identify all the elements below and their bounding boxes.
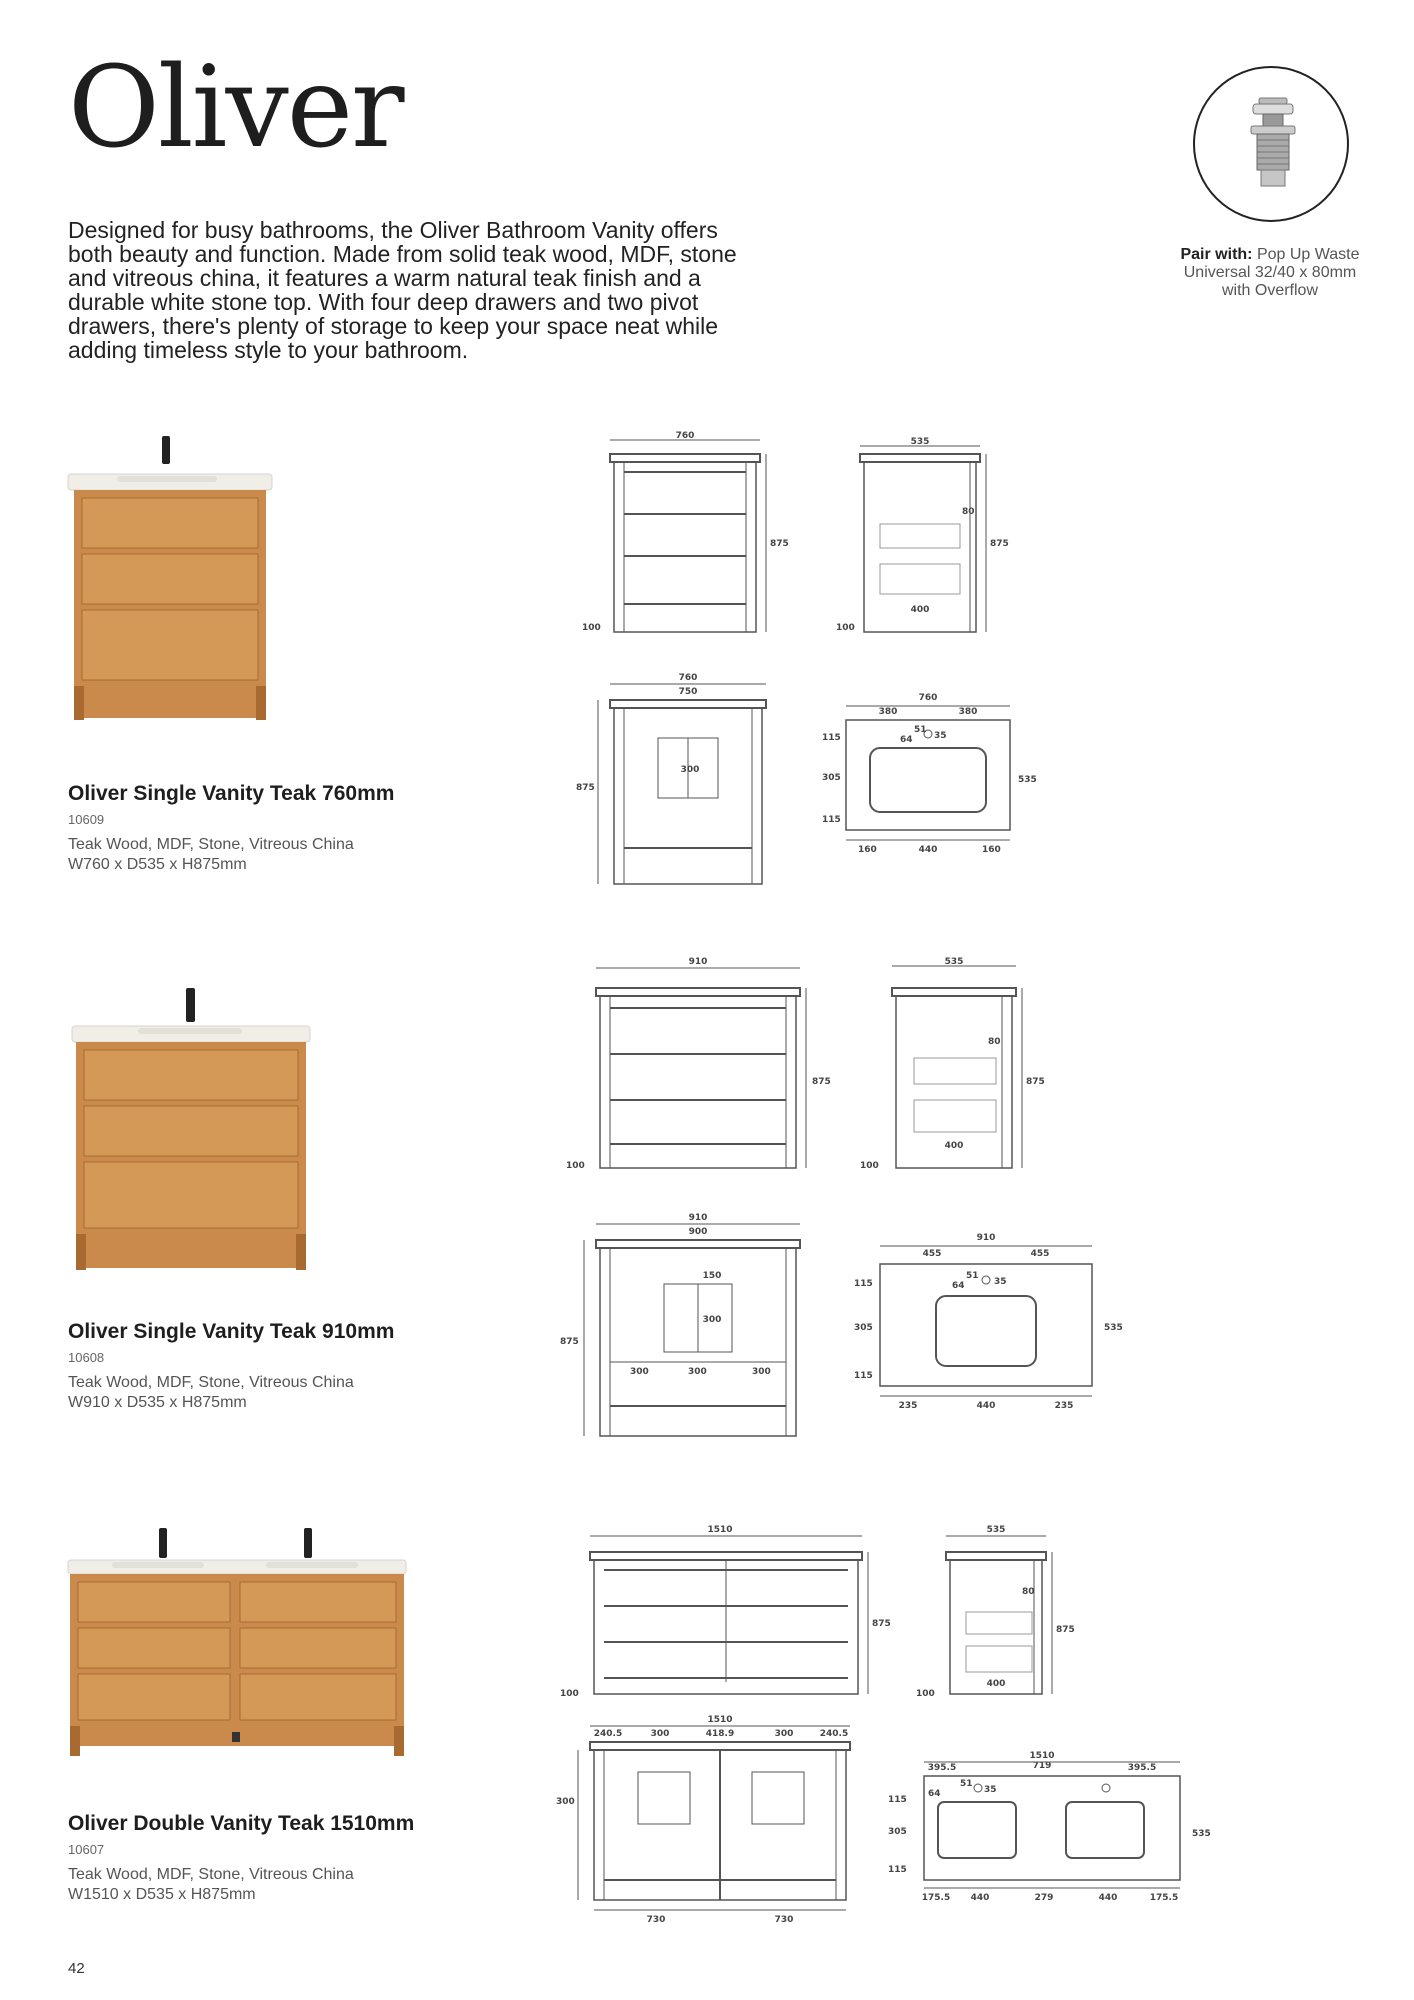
side-view-910 [856,954,1056,1184]
dim-front-width-1510: 1510 [707,1525,733,1535]
dim-top-side-l-910: 235 [898,1401,918,1411]
top-view-760 [822,690,1042,862]
dim-side-depth-760: 535 [910,437,930,447]
product-code-910: 10608 [68,1350,105,1365]
dim-side-depth-910: 535 [944,957,964,967]
product-materials-760: Teak Wood, MDF, Stone, Vitreous China [68,836,354,853]
top-view-1510 [880,1748,1220,1912]
dim-top-tap-c-910: 35 [994,1277,1007,1287]
dim-back-seg1-1510: 240.5 [593,1729,623,1739]
product-code-1510: 10607 [68,1842,105,1857]
side-view-760 [830,436,1010,648]
dim-side-height-910: 875 [1026,1077,1045,1087]
dim-top-edge-bottom-910: 115 [854,1371,873,1381]
dim-back-outer-910: 910 [688,1213,708,1223]
dim-back-height-760: 875 [576,783,595,793]
dim-top-basin-w-760: 440 [918,845,938,855]
front-view-760 [570,428,790,648]
dim-top-width-910: 910 [976,1233,996,1243]
dim-back-outer-1510: 1510 [707,1715,733,1725]
pair-with-label: Pair with: [1180,246,1253,263]
dim-side-depth-1510: 535 [986,1525,1006,1535]
dim-side-inset-910: 80 [988,1037,1001,1047]
dim-top-edge-top-760: 115 [822,733,841,743]
product-code-760: 10609 [68,812,105,827]
pair-with-note [1150,246,1390,300]
dim-top-basin-h-1510: 305 [888,1827,907,1837]
dim-top-side-r-910: 235 [1054,1401,1074,1411]
front-view-1510 [556,1522,896,1706]
dim-top-tap-b-910: 64 [952,1281,965,1291]
dim-side-leg-910: 100 [860,1161,879,1171]
dim-back-inner-760: 750 [678,687,698,697]
dim-front-height-910: 875 [812,1077,831,1087]
dim-top-half-l-760: 380 [878,707,898,717]
dim-front-height-760: 875 [770,539,789,549]
dim-side-leg-1510: 100 [916,1689,935,1699]
dim-back-split-r-910: 300 [752,1367,771,1377]
dim-side-height-760: 875 [990,539,1009,549]
vanity-760-photo [62,430,282,730]
dim-top-half-l-910: 455 [922,1249,942,1259]
dim-top-side-r-760: 160 [982,845,1001,855]
dim-top-tap-b-1510: 64 [928,1789,941,1799]
dim-top-depth-910: 535 [1104,1323,1123,1333]
back-view-1510 [556,1712,866,1926]
dim-top-s5-1510: 175.5 [1149,1893,1179,1903]
dim-top-depth-1510: 535 [1192,1829,1211,1839]
dim-back-outer-760: 760 [678,673,698,683]
dim-top-half-r-910: 455 [1030,1249,1050,1259]
dim-top-half-l-1510: 395.5 [927,1763,957,1773]
product-dimensions-760: W760 x D535 x H875mm [68,856,247,873]
dim-back-panel-top-910: 150 [702,1271,722,1281]
product-dimensions-1510: W1510 x D535 x H875mm [68,1886,256,1903]
dim-back-seg4-1510: 300 [774,1729,794,1739]
page-number: 42 [68,1960,85,1977]
dim-back-height-910: 875 [560,1337,579,1347]
dim-top-basin-h-910: 305 [854,1323,873,1333]
dim-front-leg-760: 100 [582,623,601,633]
dim-top-s2-1510: 440 [970,1893,990,1903]
dim-top-tap-c-1510: 35 [984,1785,997,1795]
dim-top-tap-a-910: 51 [966,1271,979,1281]
front-view-910 [560,954,831,1184]
side-view-1510 [916,1522,1086,1706]
dim-side-drawer-910: 400 [944,1141,964,1151]
dim-back-split-l-910: 300 [630,1367,649,1377]
product-materials-910: Teak Wood, MDF, Stone, Vitreous China [68,1374,354,1391]
dim-back-seg5-1510: 240.5 [819,1729,849,1739]
dim-top-edge-top-910: 115 [854,1279,873,1289]
dim-top-width-1510: 1510 [1029,1751,1055,1761]
pair-with-line1: Pop Up Waste [1256,246,1360,263]
dim-top-s3-1510: 279 [1034,1893,1054,1903]
dim-top-width-760: 760 [918,693,938,703]
intro-paragraph: Designed for busy bathrooms, the Oliver Bathroom Vanity offers both beauty and function. Made from solid teak wood, MDF, stone and vitreous china, it features a warm natural teak finish and a durable white stone top. With four deep drawers and two pivot drawers, there's plenty of storage to keep your space neat while adding timeless style to your bathroom. [68,217,737,363]
dim-back-inner-910: 900 [688,1227,708,1237]
dim-top-s4-1510: 440 [1098,1893,1118,1903]
dim-back-panel-910: 300 [702,1315,722,1325]
dim-top-depth-760: 535 [1018,775,1037,785]
dim-back-panel-760: 300 [680,765,700,775]
back-view-760 [570,670,790,892]
dim-top-basin-w-910: 440 [976,1401,996,1411]
dim-front-leg-910: 100 [566,1161,585,1171]
dim-front-leg-1510: 100 [560,1689,579,1699]
dim-top-tap-a-760: 51 [914,725,927,735]
back-view-910 [556,1210,816,1450]
pop-up-waste-image [1193,66,1349,222]
product-name-1510: Oliver Double Vanity Teak 1510mm [68,1812,415,1835]
pop-up-waste-icon [1195,68,1351,224]
pair-with-line2: Universal 32/40 x 80mm [1183,264,1357,281]
dim-side-inset-760: 80 [962,507,975,517]
product-materials-1510: Teak Wood, MDF, Stone, Vitreous China [68,1866,354,1883]
dim-back-half-l-1510: 730 [646,1915,666,1925]
dim-back-half-r-1510: 730 [774,1915,794,1925]
dim-back-seg3-1510: 418.9 [705,1729,735,1739]
dim-top-edge-bottom-1510: 115 [888,1865,907,1875]
dim-top-centre-1510: 719 [1032,1761,1052,1771]
page-title: Oliver [68,43,403,173]
dim-top-tap-c-760: 35 [934,731,947,741]
dim-side-drawer-1510: 400 [986,1679,1006,1689]
dim-top-side-l-760: 160 [858,845,877,855]
dim-back-seg2-1510: 300 [650,1729,670,1739]
dim-top-basin-h-760: 305 [822,773,841,783]
dim-top-s1-1510: 175.5 [921,1893,951,1903]
dim-side-leg-760: 100 [836,623,855,633]
dim-side-drawer-760: 400 [910,605,930,615]
vanity-1510-photo [64,1522,414,1762]
product-name-760: Oliver Single Vanity Teak 760mm [68,782,395,805]
product-name-910: Oliver Single Vanity Teak 910mm [68,1320,395,1343]
dim-side-height-1510: 875 [1056,1625,1075,1635]
pair-with-line3: with Overflow [1221,282,1319,299]
dim-front-width-910: 910 [688,957,708,967]
dim-front-width-760: 760 [675,431,695,441]
dim-side-inset-1510: 80 [1022,1587,1035,1597]
dim-top-tap-b-760: 64 [900,735,913,745]
vanity-910-photo [66,982,316,1282]
dim-top-edge-top-1510: 115 [888,1795,907,1805]
dim-top-tap-a-1510: 51 [960,1779,973,1789]
dim-top-edge-bottom-760: 115 [822,815,841,825]
dim-back-height-1510: 300 [556,1797,575,1807]
dim-back-split-m-910: 300 [688,1367,707,1377]
dim-front-height-1510: 875 [872,1619,891,1629]
dim-top-half-r-760: 380 [958,707,978,717]
top-view-910 [850,1230,1130,1416]
dim-top-half-r-1510: 395.5 [1127,1763,1157,1773]
product-dimensions-910: W910 x D535 x H875mm [68,1394,247,1411]
